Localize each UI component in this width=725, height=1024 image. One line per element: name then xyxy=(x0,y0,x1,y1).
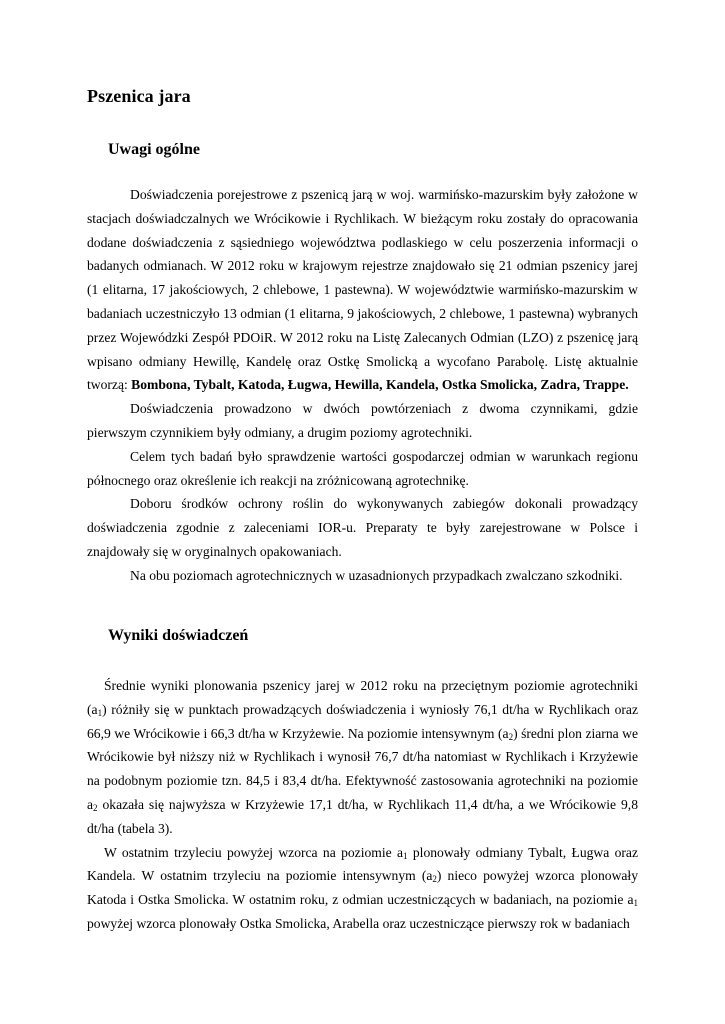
text-run: ) nieco powyżej wzorca plonowały Katoda i Ostka Smolicka. W ostatnim roku, z odmian uczestniczących w badaniach, na poziomie a xyxy=(87,868,638,908)
text-run: okazała się najwyższa w Krzyżewie 17,1 dt/ha, w Rychlikach 11,4 dt/ha, a we Wrócikowie 9,8 dt/ha (tabela 3). xyxy=(87,796,638,836)
results-body xyxy=(87,674,638,936)
text-run: ) różniły się w punktach prowadzących doświadczenia i wyniosły 76,1 dt/ha w Rychlikach oraz 66,9 we Wrócikowie i 66,3 dt/ha w Krzyżewie. Na poziomie intensywnym (a xyxy=(87,701,638,741)
subscript: 2 xyxy=(432,874,437,885)
paragraph: Na obu poziomach agrotechnicznych w uzasadnionych przypadkach zwalczano szkodniki. xyxy=(130,567,623,583)
paragraph-text: Doświadczenia porejestrowe z pszenicą jarą w woj. warmińsko-mazurskim były założone w stacjach doświadczalnych we Wrócikowie i Rychlikach. W bieżącym roku zostały do opracowania dodane doświadczenia z sąsiedniego województwa podlaskiego w celu poszerzenia informacji o badanych odmianach. W 2012 roku w krajowym rejestrze znajdowało się 21 odmian pszenicy jarej (1 elitarna, 17 jakościowych, 2 chlebowe, 1 pastewna). W województwie warmińsko-mazurskim w badaniach uczestniczyło 13 odmian (1 elitarna, 9 jakościowych, 2 chlebowe, 1 pastewna) wybranych przez Wojewódzki Zespół PDOiR. W 2012 roku na Listę Zalecanych Odmian (LZO) z pszenicę jarą wpisano odmiany Hewillę, Kandelę oraz Ostkę Smolicką a wycofano Parabolę. Listę aktualnie tworzą: xyxy=(87,187,638,393)
paragraph xyxy=(87,183,638,397)
subscript: 1 xyxy=(633,898,638,909)
text-run: plonowały odmiany Tybalt, Ługwa oraz Kandela. W ostatnim trzyleciu na poziomie intensywnym (a xyxy=(87,844,638,884)
paragraph xyxy=(87,841,638,936)
general-notes-body xyxy=(87,183,638,588)
subscript: 2 xyxy=(93,802,98,813)
subscript: 1 xyxy=(403,850,408,861)
subscript: 2 xyxy=(508,731,514,742)
text-run: powyżej wzorca plonowały Ostka Smolicka, Arabella oraz uczestniczące pierwszy rok w badaniach xyxy=(87,915,630,931)
section-heading-results: Wyniki doświadczeń xyxy=(108,627,249,644)
subscript: 1 xyxy=(97,707,103,718)
recommended-varieties-list: Bombona, Tybalt, Katoda, Ługwa, Hewilla, Kandela, Ostka Smolicka, Zadra, Trappe. xyxy=(131,377,629,393)
text-run: Średnie wyniki plonowania pszenicy jarej w 2012 roku na przeciętnym poziomie agrotechniki (a xyxy=(87,678,638,717)
text-run: ) średni plon ziarna we Wrócikowie był niższy niż w Rychlikach i wynosił 76,7 dt/ha natomiast w Rychlikach i Krzyżewie na podobnym poziomie tzn. 84,5 i 83,4 dt/ha. Efektywność zastosowania agrotechniki na poziomie a xyxy=(87,725,639,812)
paragraph: Doboru środków ochrony roślin do wykonywanych zabiegów dokonali prowadzący doświadczenia zgodnie z zaleceniami IOR-u. Preparaty te były zarejestrowane w Polsce i znajdowały się w oryginalnych opakowaniach. xyxy=(87,496,638,559)
text-run: W ostatnim trzyleciu powyżej wzorca na poziomie a xyxy=(104,844,404,860)
paragraph: Doświadczenia prowadzono w dwóch powtórzeniach z dwoma czynnikami, gdzie pierwszym czynnikiem były odmiany, a drugim poziomy agrotechniki. xyxy=(87,401,638,440)
paragraph xyxy=(87,674,638,841)
section-heading-general-notes: Uwagi ogólne xyxy=(108,141,200,158)
page-title: Pszenica jara xyxy=(87,86,191,106)
paragraph: Celem tych badań było sprawdzenie wartości gospodarczej odmian w warunkach regionu północnego oraz określenie ich reakcji na zróżnicowaną agrotechnikę. xyxy=(87,448,638,488)
